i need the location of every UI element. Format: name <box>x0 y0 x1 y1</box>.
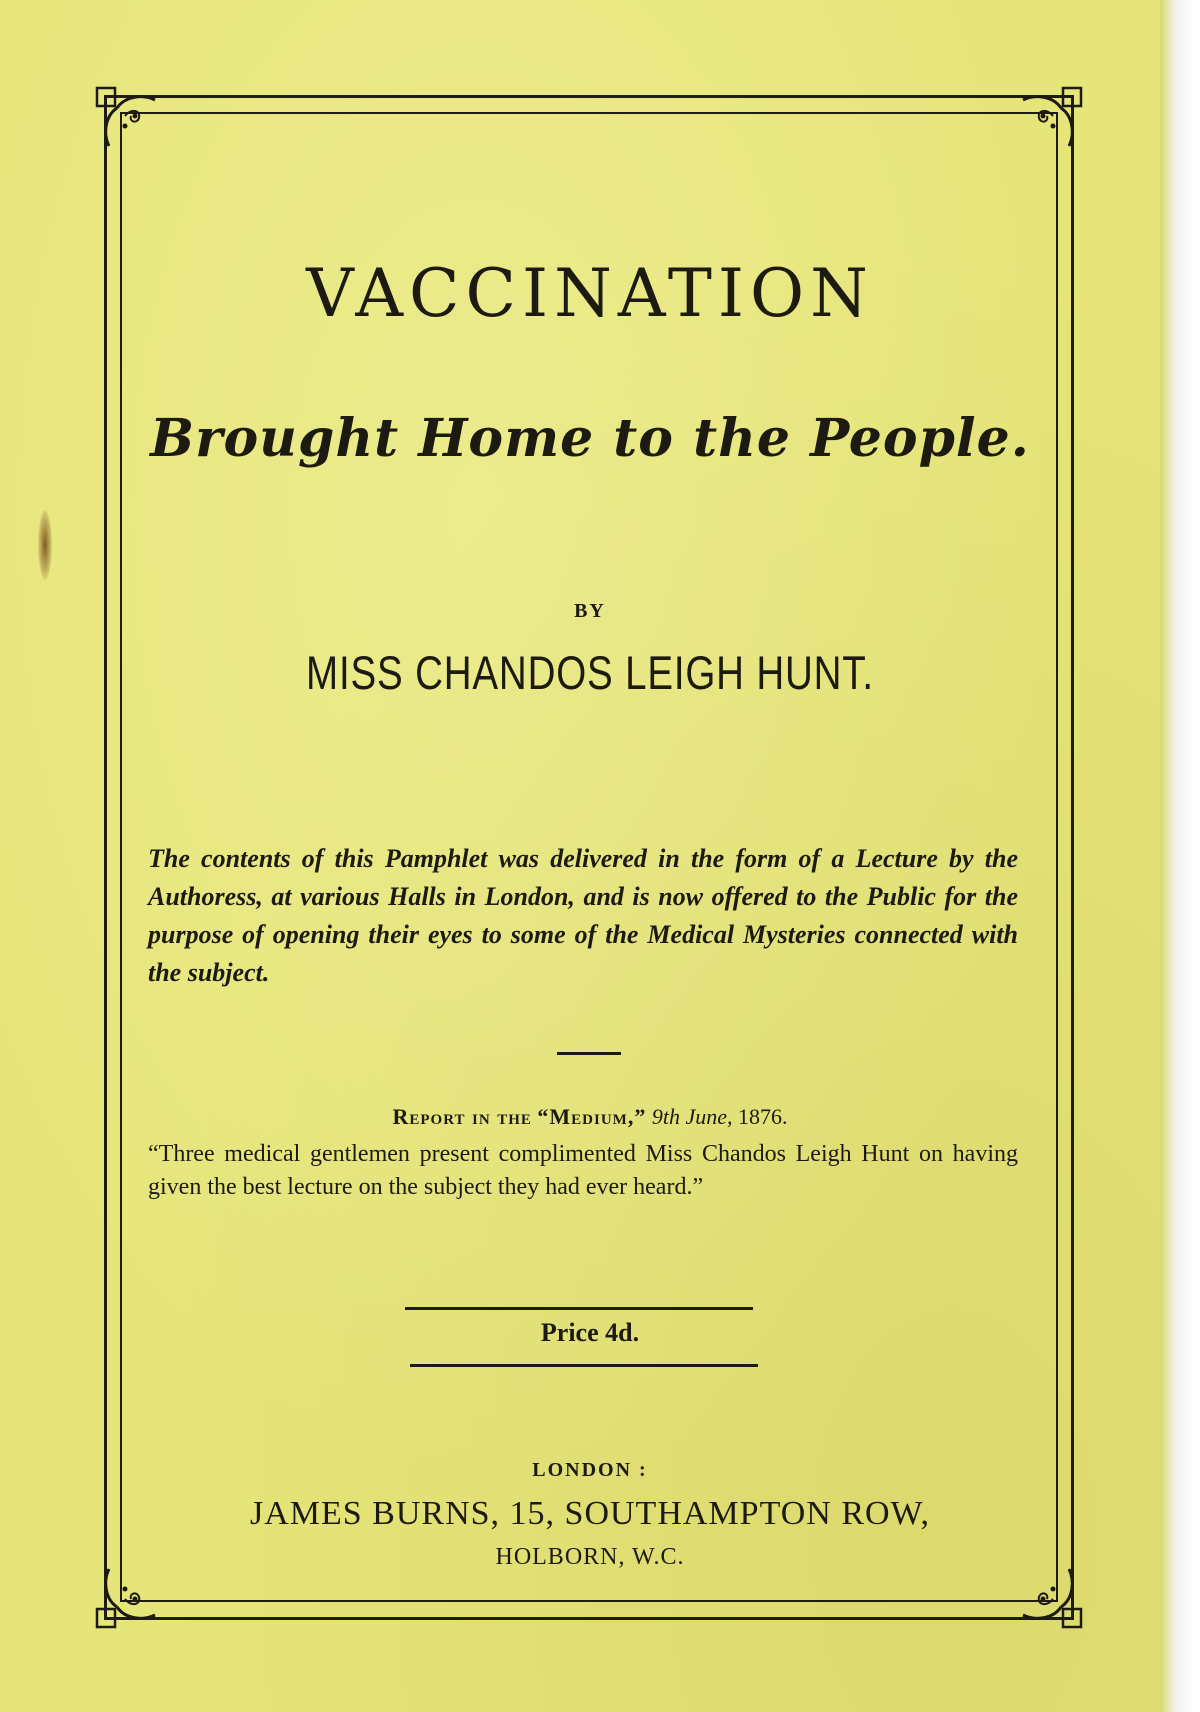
report-source: “Medium,” <box>537 1104 647 1129</box>
price-rule-bottom <box>410 1364 758 1367</box>
report-heading <box>140 1104 1040 1130</box>
page-edge <box>1160 0 1192 1712</box>
corner-ornament-icon <box>95 86 165 156</box>
report-prefix: Report in the <box>392 1104 532 1129</box>
author-name: MISS CHANDOS LEIGH HUNT. <box>306 646 874 699</box>
report-quote: “Three medical gentlemen present complimented Miss Chandos Leigh Hunt on having given the best lecture on the subject they had ever heard.” <box>148 1141 1018 1200</box>
report-date: 9th June, <box>651 1104 733 1129</box>
report-year: 1876. <box>737 1104 788 1129</box>
ink-stain <box>38 510 52 580</box>
document-title: VACCINATION <box>306 255 874 332</box>
by-label: BY <box>574 600 606 622</box>
imprint-address: HOLBORN, W.C. <box>495 1544 685 1570</box>
divider <box>557 1052 621 1055</box>
imprint-publisher: JAMES BURNS, 15, SOUTHAMPTON ROW, <box>249 1495 931 1532</box>
description-paragraph: The contents of this Pamphlet was delivered in the form of a Lecture by the Authoress, at various Halls in London, and is now offered to the Public for the purpose of opening their eyes to some of the Medical Mysteries connected with the subject. <box>148 844 1018 987</box>
price-label: Price 4d. <box>540 1318 640 1347</box>
imprint-city: LONDON : <box>532 1459 648 1481</box>
corner-ornament-icon <box>1013 86 1083 156</box>
price-rule-top <box>405 1307 753 1310</box>
document-subtitle: Brought Home to the People. <box>150 408 1030 469</box>
